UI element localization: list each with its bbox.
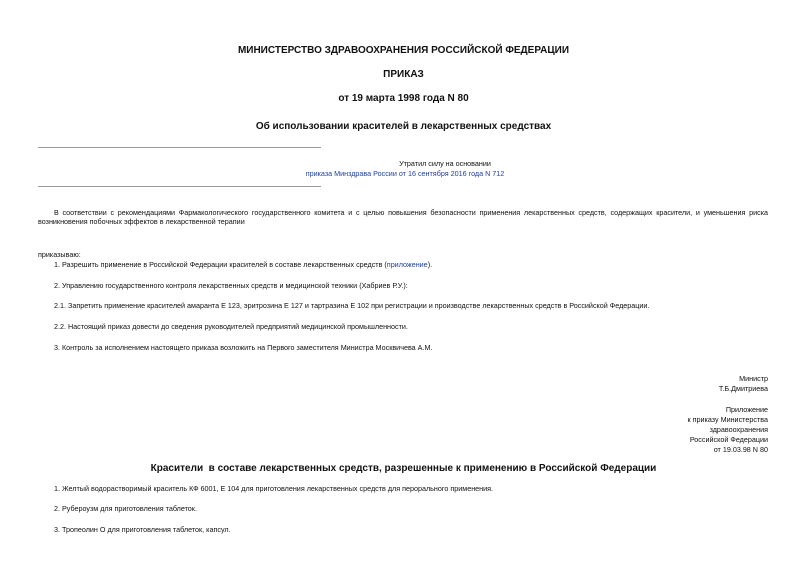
doc-title: Об использовании красителей в лекарственных средствах (255, 121, 552, 132)
appendix-item-1: 1. Желтый водорастворимый краситель КФ 6001, Е 104 для приготовления лекарственных средств для перорального применения. (54, 484, 494, 493)
order-item-2: 2. Управлению государственного контроля лекарственных средств и медицинской техники (Хабриев Р.У.): (54, 281, 408, 290)
appendix-ref-line-4: Российской Федерации (689, 435, 768, 444)
order-item-1 (54, 260, 768, 269)
doc-date-number: от 19 марта 1998 года N 80 (338, 93, 469, 104)
appendix-ref-line-2: к приказу Министерства (687, 415, 768, 424)
appendix-title: Красители в составе лекарственных средств, разрешенные к применению в Российской Федерации (150, 463, 657, 474)
status-link[interactable]: приказа Минздрава России от 16 сентября 2016 года N 712 (305, 169, 505, 178)
appendix-ref-line-3: здравоохранения (709, 425, 768, 434)
intro-paragraph: В соответствии с рекомендациями Фармакологического государственного комитета и с целью повышения безопасности применения лекарственных средств, содержащих красители, и уменьшения риска возникновения побочных эффектов в лекарственной терапии (38, 208, 768, 226)
signature-position: Министр (739, 374, 768, 383)
order-item-2-2: 2.2. Настоящий приказ довести до сведения руководителей предприятий медицинской промышленности. (54, 322, 408, 331)
status-note: Утратил силу на основании (399, 159, 491, 168)
order-item-1-text: 1. Разрешить применение в Российской Федерации красителей в составе лекарственных средств ( (54, 260, 387, 269)
appendix-ref-line-5: от 19.03.98 N 80 (713, 445, 768, 454)
appendix-label: Приложение (725, 405, 768, 414)
appendix-item-3: 3. Тропеолин О для приготовления таблеток, капсул. (54, 525, 231, 534)
order-item-2-1: 2.1. Запретить применение красителей амаранта Е 123, эритрозина Е 127 и тартразина Е 102 при регистрации и производстве лекарственных средств в Российской Федерации. (54, 301, 650, 310)
order-item-3: 3. Контроль за исполнением настоящего приказа возложить на Первого заместителя Министра Москвичева А.М. (54, 343, 433, 352)
order-word: приказываю: (38, 250, 81, 259)
order-item-1-end: ). (427, 260, 433, 269)
divider-bottom (38, 186, 321, 187)
doc-type-heading: ПРИКАЗ (383, 69, 424, 80)
appendix-item-2: 2. Рубероузм для приготовления таблеток. (54, 504, 197, 513)
ministry-heading: МИНИСТЕРСТВО ЗДРАВООХРАНЕНИЯ РОССИЙСКОЙ ФЕДЕРАЦИИ (237, 45, 570, 56)
signature-name: Т.Б.Дмитриева (718, 384, 768, 393)
appendix-link[interactable]: приложение (386, 260, 428, 269)
divider-top (38, 147, 321, 148)
